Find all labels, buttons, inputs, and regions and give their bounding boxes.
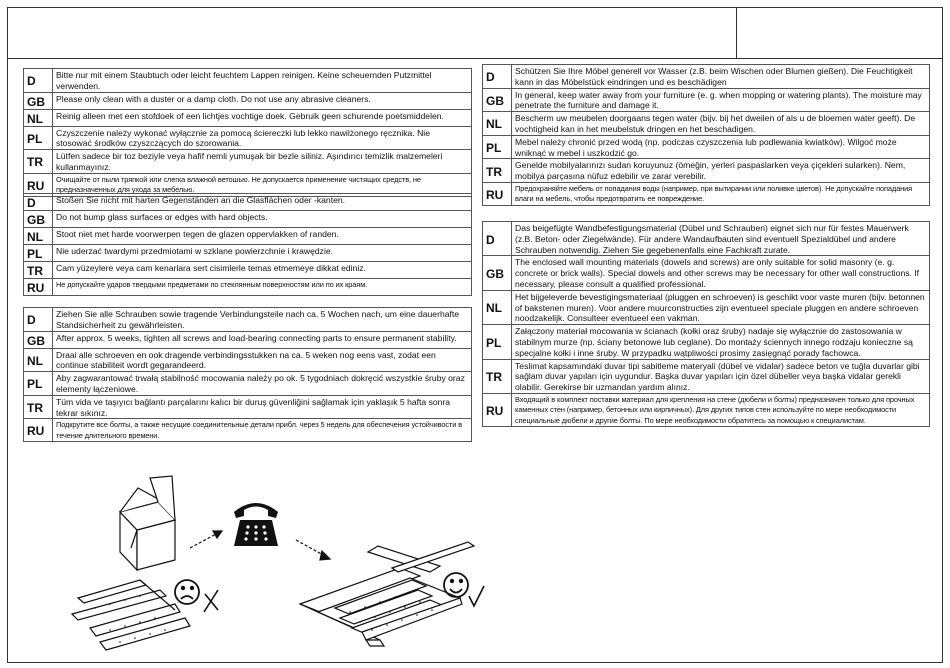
instruction-text: Очищайте от пыли тряпкой или слегка влажной ветошью. Не допускается применение чистящих средств, не предназначенных для ухода за мебелью. xyxy=(53,173,472,196)
language-code: PL xyxy=(24,126,53,150)
language-code: RU xyxy=(24,279,53,296)
language-code: D xyxy=(483,65,512,89)
instruction-text: Bescherm uw meubelen doorgaans tegen water (bijv. bij het dweilen of als u de bloemen water geeft). De vochtigheid kan in het meubelstuk dringen en het beschadigen. xyxy=(512,112,930,136)
instruction-text: Załączony materiał mocowania w ścianach (kołki oraz śruby) nadaje się wyłącznie do zastosowania w stabilnym murze (np. ściany betonowe lub ceglane). Do montaży ściennych innego rodzaju konieczne są specjalne kołki i inne śruby. W przypadku wątpliwości prosimy zasięgnąć porady fachowca. xyxy=(512,325,930,359)
language-code: PL xyxy=(483,325,512,359)
language-code: RU xyxy=(483,393,512,426)
instruction-text: Tüm vida ve taşıyıcı bağlantı parçalarını kalıcı bir duruş güvenliğini sağlamak için yaklaşık 5 hafta sonra tekrar sıkınız. xyxy=(53,395,472,419)
instruction-text: Czyszczenie należy wykonać wyłącznie za pomocą ściereczki lub lekko nawilżonego ręcznika. Nie stosować środków czyszczących do szorowania. xyxy=(53,126,472,150)
language-code: GB xyxy=(24,92,53,109)
instruction-text: Het bijgeleverde bevestigingsmateriaal (pluggen en schroeven) is geschikt voor vaste muren (bijv. betonnen of bakstenen muren). Voor andere muurconstructies zijn eventueel speciale pluggen en andere schroeven noodzakelijk. Consulteer eventueel een vakman. xyxy=(512,290,930,324)
language-code: TR xyxy=(24,150,53,174)
instruction-text: Ziehen Sie alle Schrauben sowie tragende Verbindungsteile nach ca. 5 Wochen nach, um eine dauerhafte Standsicherheit zu gewährleisten. xyxy=(53,308,472,332)
language-code: RU xyxy=(483,182,512,205)
language-code: GB xyxy=(24,331,53,348)
language-code: D xyxy=(24,194,53,211)
instruction-text: Draai alle schroeven en ook dragende verbindingsstukken na ca. 5 weken nog eens vast, zodat een continue stabiliteit wordt gegarandeerd. xyxy=(53,348,472,372)
check-mark-icon xyxy=(469,586,484,606)
instruction-text: Lütfen sadece bir toz beziyle veya hafif nemli yumuşak bir bezle siliniz. Aşındırıcı temizlik malzemeleri kullanmayınız. xyxy=(53,150,472,174)
arrow-to-phone-icon xyxy=(190,531,222,548)
damaged-box-scene xyxy=(72,476,190,650)
language-code: RU xyxy=(24,173,53,196)
language-code: GB xyxy=(483,256,512,290)
language-code: D xyxy=(24,308,53,332)
language-code: GB xyxy=(24,211,53,228)
language-code: NL xyxy=(24,228,53,245)
instruction-text: Входящий в комплект поставки материал для крепления на стене (дюбели и болты) предназначен только для прочных каменных стен (например, бетонных или кирпичных). Для других типов стен используйте по мере необходимости специальные дюбели и другие болты. По мере необходимости обратитесь за помощью к специалистам. xyxy=(512,393,930,426)
language-code: RU xyxy=(24,419,53,442)
language-code: TR xyxy=(483,359,512,393)
instruction-text: Do not bump glass surfaces or edges with hard objects. xyxy=(53,211,472,228)
instruction-text: The enclosed wall mounting materials (dowels and screws) are only suitable for solid masonry (e. g. concrete or brick walls). Special dowels and other screws may be necessary for other wall constructions. If necessary, please consult a qualified professional. xyxy=(512,256,930,290)
language-code: NL xyxy=(24,109,53,126)
instruction-text: After approx. 5 weeks, tighten all screws and load-bearing connecting parts to ensure permanent stability. xyxy=(53,331,472,348)
language-code: D xyxy=(24,69,53,93)
sad-face-icon xyxy=(175,580,199,604)
instruction-text: Не допускайте ударов твердыми предметами по стеклянным поверхностям или по их краям. xyxy=(53,279,472,296)
telephone-icon xyxy=(234,503,278,546)
instruction-text: Предохраняйте мебель от попадания воды (например, при вытирании или поливке цветов). Не допускайте попадания влаги на мебель, чтобы предотвратить ее повреждение. xyxy=(512,182,930,205)
language-code: TR xyxy=(24,262,53,279)
instruction-text: Mebel należy chronić przed wodą (np. podczas czyszczenia lub podlewania kwiatków). Wilgoć może wniknąć w mebel i uszkodzić go. xyxy=(512,135,930,159)
language-code: PL xyxy=(24,245,53,262)
instruction-text: Stoot niet met harde voorwerpen tegen de glazen oppervlakken of randen. xyxy=(53,228,472,245)
instruction-text: In general, keep water away from your furniture (e. g. when mopping or watering plants). The moisture may penetrate the furniture and damage it. xyxy=(512,88,930,112)
instruction-text: Schützen Sie Ihre Möbel generell vor Wasser (z.B. beim Wischen oder Blumen gießen). Die Feuchtigkeit kann in das Möbelstück eindringen und es beschädigen xyxy=(512,65,930,89)
instruction-text: Bitte nur mit einem Staubtuch oder leicht feuchtem Lappen reinigen. Keine scheuernden Putzmittel verwenden. xyxy=(53,69,472,93)
instruction-text: Genelde mobilyalarınızı sudan koruyunuz (ömeğin, yerleri paspaslarken veya çiçekleri sularken). Nem, mobilya parçasına nüfuz edebilir ve zarar verebilir. xyxy=(512,159,930,183)
instruction-text: Teslimat kapsamındaki duvar tipi sabitleme materyali (dübel ve vidalar) sadece beton ve tuğla duvarlar gibi sağlam duvar yapıları için uygundur. Başka duvar yapıları için özel dübeller veya başka vidalar gerekli olabilir. Gerekirse bir uzmandan yardım alınız. xyxy=(512,359,930,393)
cross-mark-icon xyxy=(204,590,218,612)
language-code: TR xyxy=(483,159,512,183)
language-code: D xyxy=(483,222,512,256)
instruction-text: Stoßen Sie nicht mit harten Gegenständen an die Glasflächen oder -kanten. xyxy=(53,194,472,211)
instruction-text: Reinig alleen met een stofdoek of een lichtjes vochtige doek. Gebruik geen schurende poetsmiddelen. xyxy=(53,109,472,126)
language-code: NL xyxy=(483,112,512,136)
instruction-text: Подкрутите все болты, а также несущие соединительные детали прибл. через 5 недель для обеспечения устойчивости в течение длительного времени. xyxy=(53,419,472,442)
instruction-text: Aby zagwarantować trwałą stabilność mocowania należy po ok. 5 tygodniach dokręcić wszystkie śruby oraz elementy łączeniowe. xyxy=(53,372,472,396)
arrow-to-assembly-icon xyxy=(296,540,330,560)
language-code: NL xyxy=(24,348,53,372)
language-code: PL xyxy=(24,372,53,396)
language-code: PL xyxy=(483,135,512,159)
instruction-text: Please only clean with a duster or a damp cloth. Do not use any abrasive cleaners. xyxy=(53,92,472,109)
instruction-text: Cam yüzeylere veya cam kenarlara sert cisimlerle temas etmemeye dikkat ediniz. xyxy=(53,262,472,279)
language-code: NL xyxy=(483,290,512,324)
happy-face-icon xyxy=(444,573,468,597)
instruction-text: Nie uderzać twardymi przedmiotami w szklane powierzchnie i krawędzie. xyxy=(53,245,472,262)
instruction-text: Das beigefügte Wandbefestigungsmaterial (Dübel und Schrauben) eignet sich nur für festes Mauerwerk (z.B. Beton- oder Ziegelwände). Für andere Wandaufbauten sind eventuell Spezialdübel und andere Schrauben notwendig. Ziehen Sie gegebenenfalls eine Fachkraft zurate. xyxy=(512,222,930,256)
language-code: TR xyxy=(24,395,53,419)
language-code: GB xyxy=(483,88,512,112)
